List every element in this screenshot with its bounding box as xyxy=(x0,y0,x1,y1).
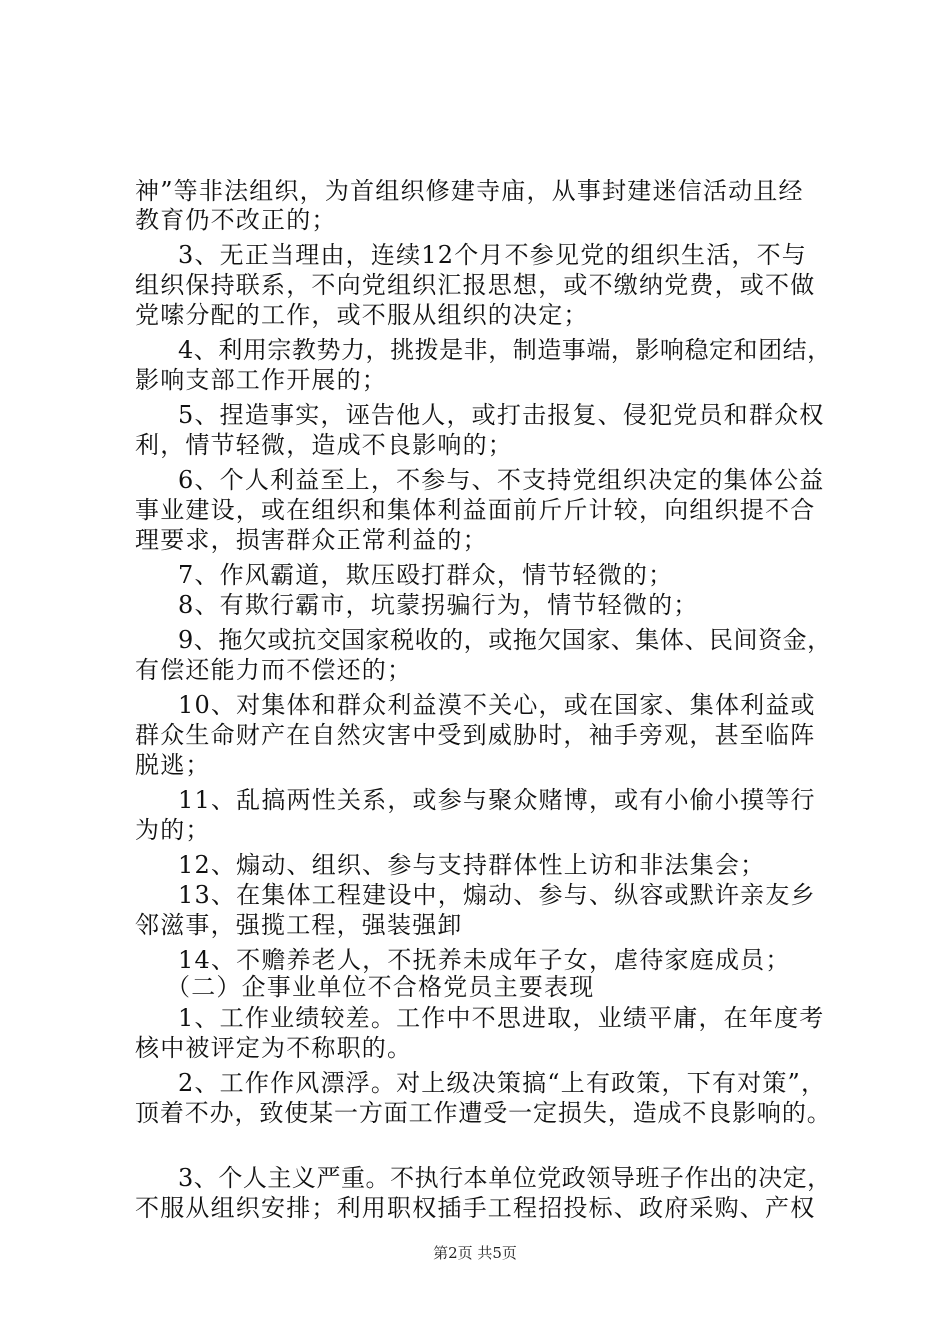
text-line: 利，情节轻微，造成不良影响的； xyxy=(135,431,513,459)
text-line: 理要求，损害群众正常利益的； xyxy=(135,526,488,554)
text-line: 不服从组织安排；利用职权插手工程招投标、政府采购、产权 xyxy=(135,1194,816,1222)
text-line: 1、工作业绩较差。工作中不思进取，业绩平庸，在年度考 xyxy=(178,1004,825,1032)
text-line: 9、拖欠或抗交国家税收的，或拖欠国家、集体、民间资金， xyxy=(178,626,832,654)
text-line: 7、作风霸道，欺压殴打群众，情节轻微的； xyxy=(178,561,674,589)
text-line: 顶着不办，致使某一方面工作遭受一定损失，造成不良影响的。 xyxy=(135,1099,832,1127)
text-line: 为的； xyxy=(135,816,211,844)
text-line: 5、捏造事实，诬告他人，或打击报复、侵犯党员和群众权 xyxy=(178,401,825,429)
text-line: 群众生命财产在自然灾害中受到威胁时，袖手旁观，甚至临阵 xyxy=(135,721,816,749)
text-line: 2、工作作风漂浮。对上级决策搞“上有政策，下有对策”， xyxy=(178,1069,827,1097)
text-line: 6、个人利益至上，不参与、不支持党组织决定的集体公益 xyxy=(178,466,825,494)
text-line: 党嗦分配的工作，或不服从组织的决定； xyxy=(135,301,589,329)
text-line: 组织保持联系，不向党组织汇报思想，或不缴纳党费，或不做 xyxy=(135,271,816,299)
text-line: 影响支部工作开展的； xyxy=(135,366,387,394)
text-line: 12、煽动、组织、参与支持群体性上访和非法集会； xyxy=(178,851,766,879)
text-line: 4、利用宗教势力，挑拨是非，制造事端，影响稳定和团结， xyxy=(178,336,832,364)
text-line: 14、不赡养老人，不抚养未成年子女，虐待家庭成员； xyxy=(178,946,791,974)
text-line: 脱逃； xyxy=(135,751,211,779)
page-footer: 第2页 共5页 xyxy=(433,1244,517,1262)
text-line: 10、对集体和群众利益漠不关心，或在国家、集体利益或 xyxy=(178,691,816,719)
text-line: 13、在集体工程建设中，煽动、参与、纵容或默许亲友乡 xyxy=(178,881,816,909)
text-line: 11、乱搞两性关系，或参与聚众赌博，或有小偷小摸等行 xyxy=(178,786,816,814)
text-line: 8、有欺行霸市，坑蒙拐骗行为，情节轻微的； xyxy=(178,591,699,619)
text-line: 教育仍不改正的； xyxy=(135,206,337,234)
section-heading: （二）企事业单位不合格党员主要表现 xyxy=(166,973,595,1001)
text-line: 邻滋事，强揽工程，强装强卸 xyxy=(135,911,463,939)
text-line: 神”等非法组织，为首组织修建寺庙，从事封建迷信活动且经 xyxy=(135,177,804,205)
text-line: 3、个人主义严重。不执行本单位党政领导班子作出的决定， xyxy=(178,1164,832,1192)
text-line: 有偿还能力而不偿还的； xyxy=(135,656,413,684)
text-line: 事业建设，或在组织和集体利益面前斤斤计较，向组织提不合 xyxy=(135,496,816,524)
text-line: 核中被评定为不称职的。 xyxy=(135,1034,413,1062)
text-line: 3、无正当理由，连续12个月不参见党的组织生活，不与 xyxy=(178,241,808,269)
